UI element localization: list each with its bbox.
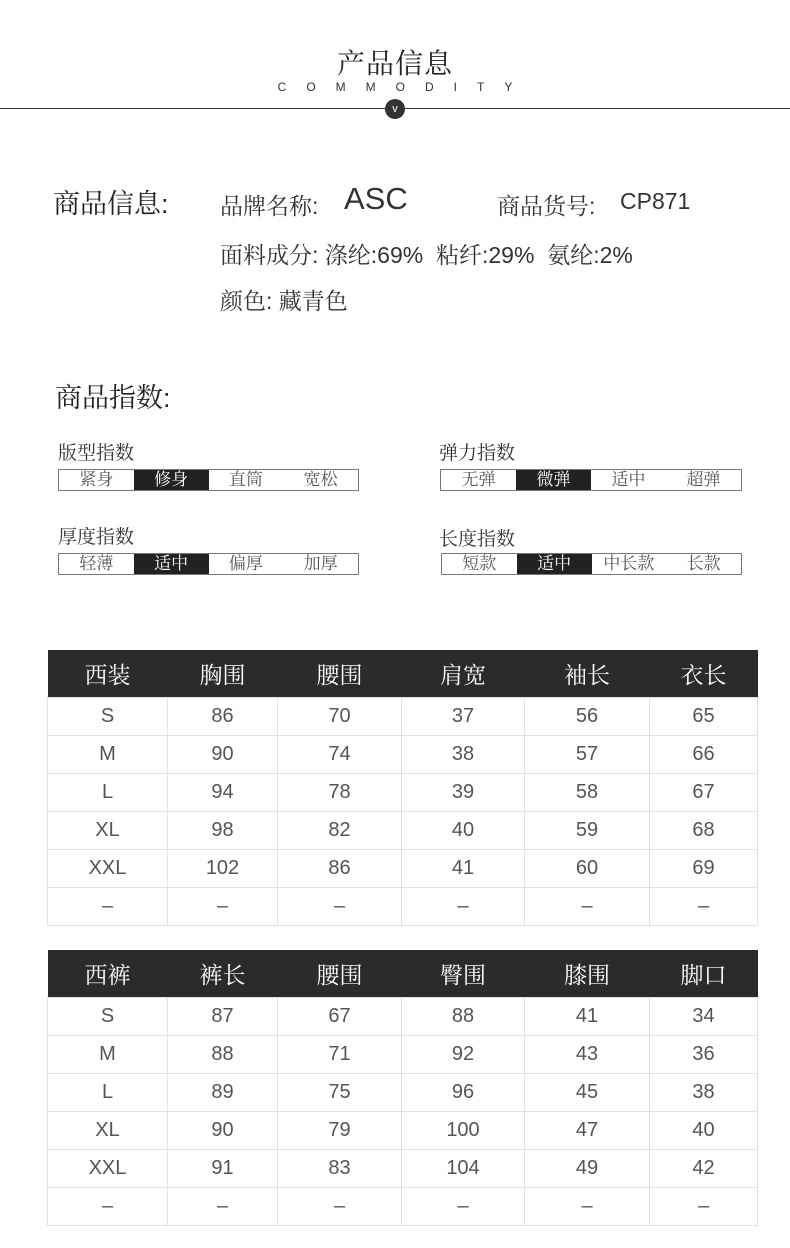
table-cell: 65 bbox=[650, 698, 758, 736]
index-option-selected: 适中 bbox=[134, 554, 209, 574]
index-option: 中长款 bbox=[603, 554, 655, 573]
table-cell: 74 bbox=[278, 736, 402, 774]
table-cell: 49 bbox=[525, 1150, 650, 1188]
color-info: 颜色: 藏青色 bbox=[220, 288, 348, 314]
table-cell: 67 bbox=[650, 774, 758, 812]
brand-value: ASC bbox=[344, 181, 408, 216]
table-cell: 56 bbox=[525, 698, 650, 736]
table-cell: 83 bbox=[278, 1150, 402, 1188]
table-row bbox=[48, 774, 758, 812]
table-cell: – bbox=[48, 888, 168, 926]
table-cell: 34 bbox=[650, 998, 758, 1036]
table-header-row bbox=[48, 650, 758, 698]
index-option: 适中 bbox=[611, 470, 646, 489]
table-cell: 94 bbox=[168, 774, 278, 812]
table-cell: 67 bbox=[278, 998, 402, 1036]
thickness-index-bar bbox=[58, 553, 359, 575]
length-index-bar bbox=[441, 553, 742, 575]
brand-label: 品牌名称: bbox=[220, 193, 319, 219]
table-cell: 40 bbox=[650, 1112, 758, 1150]
table-cell: 58 bbox=[525, 774, 650, 812]
column-header: 脚口 bbox=[650, 950, 758, 998]
length-index-label: 长度指数 bbox=[439, 529, 516, 550]
column-header: 膝围 bbox=[525, 950, 650, 998]
table-row bbox=[48, 850, 758, 888]
pants-size-table bbox=[47, 950, 758, 1226]
table-cell: XXL bbox=[48, 1150, 168, 1188]
suit-size-table bbox=[47, 650, 758, 926]
column-header: 胸围 bbox=[168, 650, 278, 698]
table-cell: 89 bbox=[168, 1074, 278, 1112]
table-cell: 86 bbox=[168, 698, 278, 736]
table-cell: XL bbox=[48, 1112, 168, 1150]
table-cell: 91 bbox=[168, 1150, 278, 1188]
table-cell: – bbox=[525, 888, 650, 926]
table-header-row bbox=[48, 950, 758, 998]
index-option: 超弹 bbox=[686, 470, 721, 489]
table-cell: – bbox=[278, 1188, 402, 1226]
table-cell: – bbox=[168, 888, 278, 926]
table-row bbox=[48, 1188, 758, 1226]
index-option: 短款 bbox=[462, 554, 497, 573]
index-option: 加厚 bbox=[303, 554, 338, 573]
page-title: 产品信息 bbox=[336, 48, 453, 79]
table-cell: 82 bbox=[278, 812, 402, 850]
table-cell: 38 bbox=[402, 736, 525, 774]
thickness-index-label: 厚度指数 bbox=[58, 527, 135, 548]
table-cell: 66 bbox=[650, 736, 758, 774]
index-option: 直筒 bbox=[228, 470, 263, 489]
table-cell: M bbox=[48, 1036, 168, 1074]
table-row bbox=[48, 998, 758, 1036]
column-header: 臀围 bbox=[402, 950, 525, 998]
table-cell: 96 bbox=[402, 1074, 525, 1112]
index-option-selected: 修身 bbox=[134, 470, 209, 490]
index-option: 偏厚 bbox=[228, 554, 263, 573]
info-heading: 商品信息: bbox=[53, 189, 169, 219]
table-cell: XL bbox=[48, 812, 168, 850]
column-header: 衣长 bbox=[650, 650, 758, 698]
page-subtitle: COMMODITY bbox=[277, 80, 533, 94]
table-cell: 36 bbox=[650, 1036, 758, 1074]
fit-index-bar bbox=[58, 469, 359, 491]
table-cell: – bbox=[525, 1188, 650, 1226]
table-cell: 71 bbox=[278, 1036, 402, 1074]
table-cell: 45 bbox=[525, 1074, 650, 1112]
table-cell: – bbox=[402, 888, 525, 926]
table-cell: 38 bbox=[650, 1074, 758, 1112]
table-row bbox=[48, 1074, 758, 1112]
table-cell: 40 bbox=[402, 812, 525, 850]
index-option: 宽松 bbox=[303, 470, 338, 489]
table-cell: 68 bbox=[650, 812, 758, 850]
column-header: 腰围 bbox=[278, 950, 402, 998]
table-cell: 37 bbox=[402, 698, 525, 736]
table-cell: – bbox=[168, 1188, 278, 1226]
table-row bbox=[48, 812, 758, 850]
column-header: 肩宽 bbox=[402, 650, 525, 698]
index-option-selected: 微弹 bbox=[516, 470, 591, 490]
table-cell: 47 bbox=[525, 1112, 650, 1150]
table-cell: L bbox=[48, 774, 168, 812]
table-cell: 43 bbox=[525, 1036, 650, 1074]
table-cell: 88 bbox=[168, 1036, 278, 1074]
table-cell: 78 bbox=[278, 774, 402, 812]
column-header: 西装 bbox=[48, 650, 168, 698]
table-cell: 88 bbox=[402, 998, 525, 1036]
table-cell: M bbox=[48, 736, 168, 774]
table-cell: 87 bbox=[168, 998, 278, 1036]
table-cell: 86 bbox=[278, 850, 402, 888]
index-heading: 商品指数: bbox=[55, 383, 171, 413]
table-row bbox=[48, 736, 758, 774]
table-cell: 102 bbox=[168, 850, 278, 888]
table-row bbox=[48, 1036, 758, 1074]
table-cell: 92 bbox=[402, 1036, 525, 1074]
table-cell: 75 bbox=[278, 1074, 402, 1112]
table-cell: 104 bbox=[402, 1150, 525, 1188]
table-cell: 59 bbox=[525, 812, 650, 850]
index-option: 无弹 bbox=[461, 470, 496, 489]
table-cell: 90 bbox=[168, 736, 278, 774]
column-header: 袖长 bbox=[525, 650, 650, 698]
table-cell: S bbox=[48, 698, 168, 736]
table-cell: 42 bbox=[650, 1150, 758, 1188]
fabric-composition: 面料成分: 涤纶:69% 粘纤:29% 氨纶:2% bbox=[220, 242, 633, 268]
table-cell: 39 bbox=[402, 774, 525, 812]
index-option: 轻薄 bbox=[79, 554, 114, 573]
table-cell: 41 bbox=[525, 998, 650, 1036]
table-row bbox=[48, 698, 758, 736]
table-cell: 41 bbox=[402, 850, 525, 888]
table-cell: 57 bbox=[525, 736, 650, 774]
column-header: 裤长 bbox=[168, 950, 278, 998]
sku-label: 商品货号: bbox=[497, 193, 596, 219]
table-row bbox=[48, 888, 758, 926]
table-cell: – bbox=[278, 888, 402, 926]
table-cell: 79 bbox=[278, 1112, 402, 1150]
table-cell: – bbox=[402, 1188, 525, 1226]
table-cell: S bbox=[48, 998, 168, 1036]
stretch-index-bar bbox=[440, 469, 742, 491]
chevron-down-icon: v bbox=[385, 99, 405, 119]
table-row bbox=[48, 1150, 758, 1188]
table-cell: 98 bbox=[168, 812, 278, 850]
column-header: 腰围 bbox=[278, 650, 402, 698]
sku-value: CP871 bbox=[620, 188, 691, 214]
stretch-index-label: 弹力指数 bbox=[439, 443, 516, 464]
table-cell: L bbox=[48, 1074, 168, 1112]
table-cell: 70 bbox=[278, 698, 402, 736]
fit-index-label: 版型指数 bbox=[58, 443, 135, 464]
table-row bbox=[48, 1112, 758, 1150]
index-option: 长款 bbox=[686, 554, 721, 573]
table-cell: 69 bbox=[650, 850, 758, 888]
table-cell: XXL bbox=[48, 850, 168, 888]
column-header: 西裤 bbox=[48, 950, 168, 998]
index-option: 紧身 bbox=[79, 470, 114, 489]
table-cell: 60 bbox=[525, 850, 650, 888]
index-option-selected: 适中 bbox=[517, 554, 592, 574]
table-cell: – bbox=[650, 1188, 758, 1226]
table-cell: 100 bbox=[402, 1112, 525, 1150]
table-cell: – bbox=[48, 1188, 168, 1226]
table-cell: 90 bbox=[168, 1112, 278, 1150]
table-cell: – bbox=[650, 888, 758, 926]
